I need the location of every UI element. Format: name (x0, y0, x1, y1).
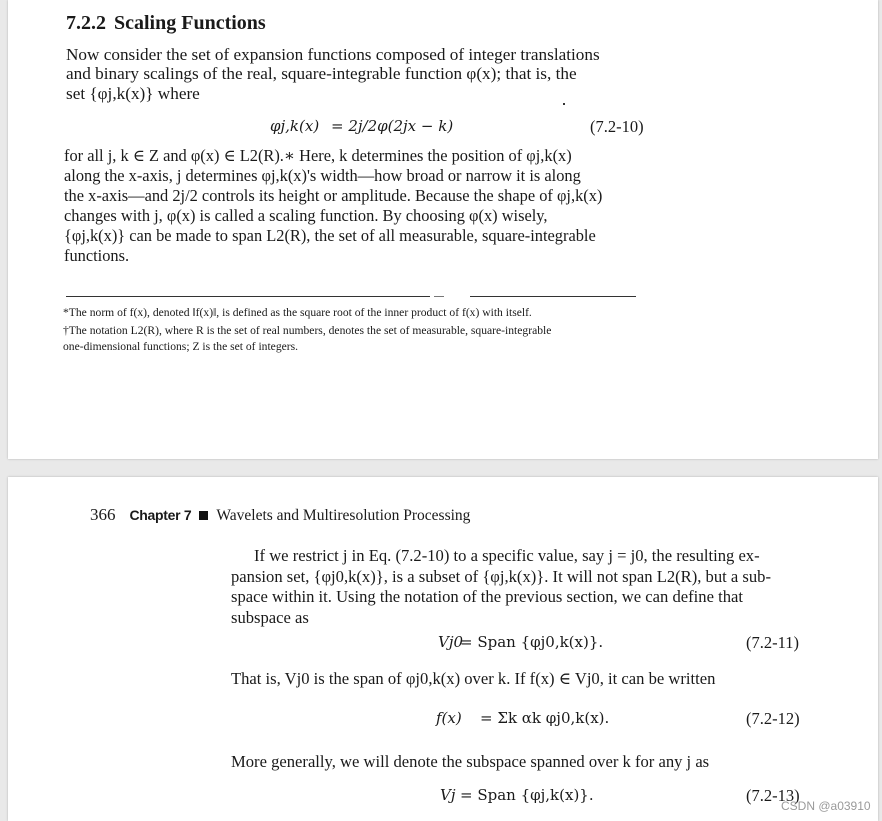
body-line-4: changes with j, φ(x) is called a scaling function. By choosing φ(x) wisely, (64, 206, 548, 225)
eq-7-2-10-label: (7.2-10) (590, 117, 644, 136)
body-line-6: functions. (64, 246, 130, 265)
intro-line-2: and binary scalings of the real, square-integrable function φ(x); that is, the (66, 64, 577, 83)
para2: That is, Vj0 is the span of φj0,k(x) over k. If f(x) ∈ Vj0, it can be written (231, 669, 716, 688)
eq-7-2-11-rhs: = Span {φj0,k(x)}. (460, 633, 604, 651)
page-bottom (8, 477, 878, 821)
eq-7-2-13-rhs: = Span {φj,k(x)}. (460, 786, 594, 804)
page-number: 366 (90, 505, 116, 524)
section-heading (66, 12, 266, 35)
eq-7-2-12-rhs: = Σk αk φj0,k(x). (480, 709, 610, 727)
para1-line-3: space within it. Using the notation of the previous section, we can define that (231, 587, 743, 606)
section-number: 7.2.2 (66, 12, 106, 34)
footnote-3: one-dimensional functions; Z is the set of integers. (63, 340, 299, 353)
footnote-1: *The norm of f(x), denoted ‖f(x)‖, is defined as the square root of the inner product of f(x) with itself. (63, 306, 532, 319)
para3: More generally, we will denote the subspace spanned over k for any j as (231, 752, 710, 771)
para1-line-2: pansion set, {φj0,k(x)}, is a subset of {φj,k(x)}. It will not span L2(R), but a sub- (231, 567, 772, 586)
para1-line-1: If we restrict j in Eq. (7.2-10) to a specific value, say j = j0, the resulting ex- (254, 546, 760, 565)
para1-line-4: subspace as (231, 608, 309, 627)
chapter-title: Wavelets and Multiresolution Processing (216, 507, 471, 524)
eq-7-2-12-lhs: f(x) (436, 709, 462, 727)
footnote-2: †The notation L2(R), where R is the set of real numbers, denotes the set of measurable, square-integrable (63, 324, 552, 337)
square-bullet-icon (199, 511, 208, 520)
eq-7-2-12-label: (7.2-12) (746, 709, 800, 728)
body-line-1: for all j, k ∈ Z and φ(x) ∈ L2(R).∗ Here, k determines the position of φj,k(x) (64, 146, 572, 165)
stray-dot (563, 103, 565, 105)
eq-7-2-11-lhs: Vj0 (438, 633, 464, 651)
body-line-2: along the x-axis, j determines φj,k(x)'s width—how broad or narrow it is along (64, 166, 581, 185)
eq-7-2-13-label: (7.2-13) (746, 786, 800, 805)
eq-7-2-10-rhs: = 2j/2φ(2jx − k) (331, 117, 454, 135)
body-line-3: the x-axis—and 2j/2 controls its height or amplitude. Because the shape of φj,k(x) (64, 186, 603, 205)
chapter-label: Chapter 7 (129, 507, 192, 523)
footnote-rule-right (470, 296, 636, 297)
page-top (8, 0, 878, 459)
intro-line-1: Now consider the set of expansion functions composed of integer translations (66, 45, 600, 64)
eq-7-2-10-lhs: φj,k(x) (270, 117, 320, 135)
body-line-5: {φj,k(x)} can be made to span L2(R), the set of all measurable, square-integrable (64, 226, 596, 245)
footnote-rule (66, 296, 430, 297)
footnote-rule-gap (434, 296, 444, 297)
running-head (90, 505, 470, 525)
intro-line-3: set {φj,k(x)} where (66, 84, 200, 103)
watermark: CSDN @a03910 (781, 799, 871, 813)
section-title: Scaling Functions (114, 12, 266, 34)
eq-7-2-13-lhs: Vj (440, 786, 456, 804)
eq-7-2-11-label: (7.2-11) (746, 633, 799, 652)
